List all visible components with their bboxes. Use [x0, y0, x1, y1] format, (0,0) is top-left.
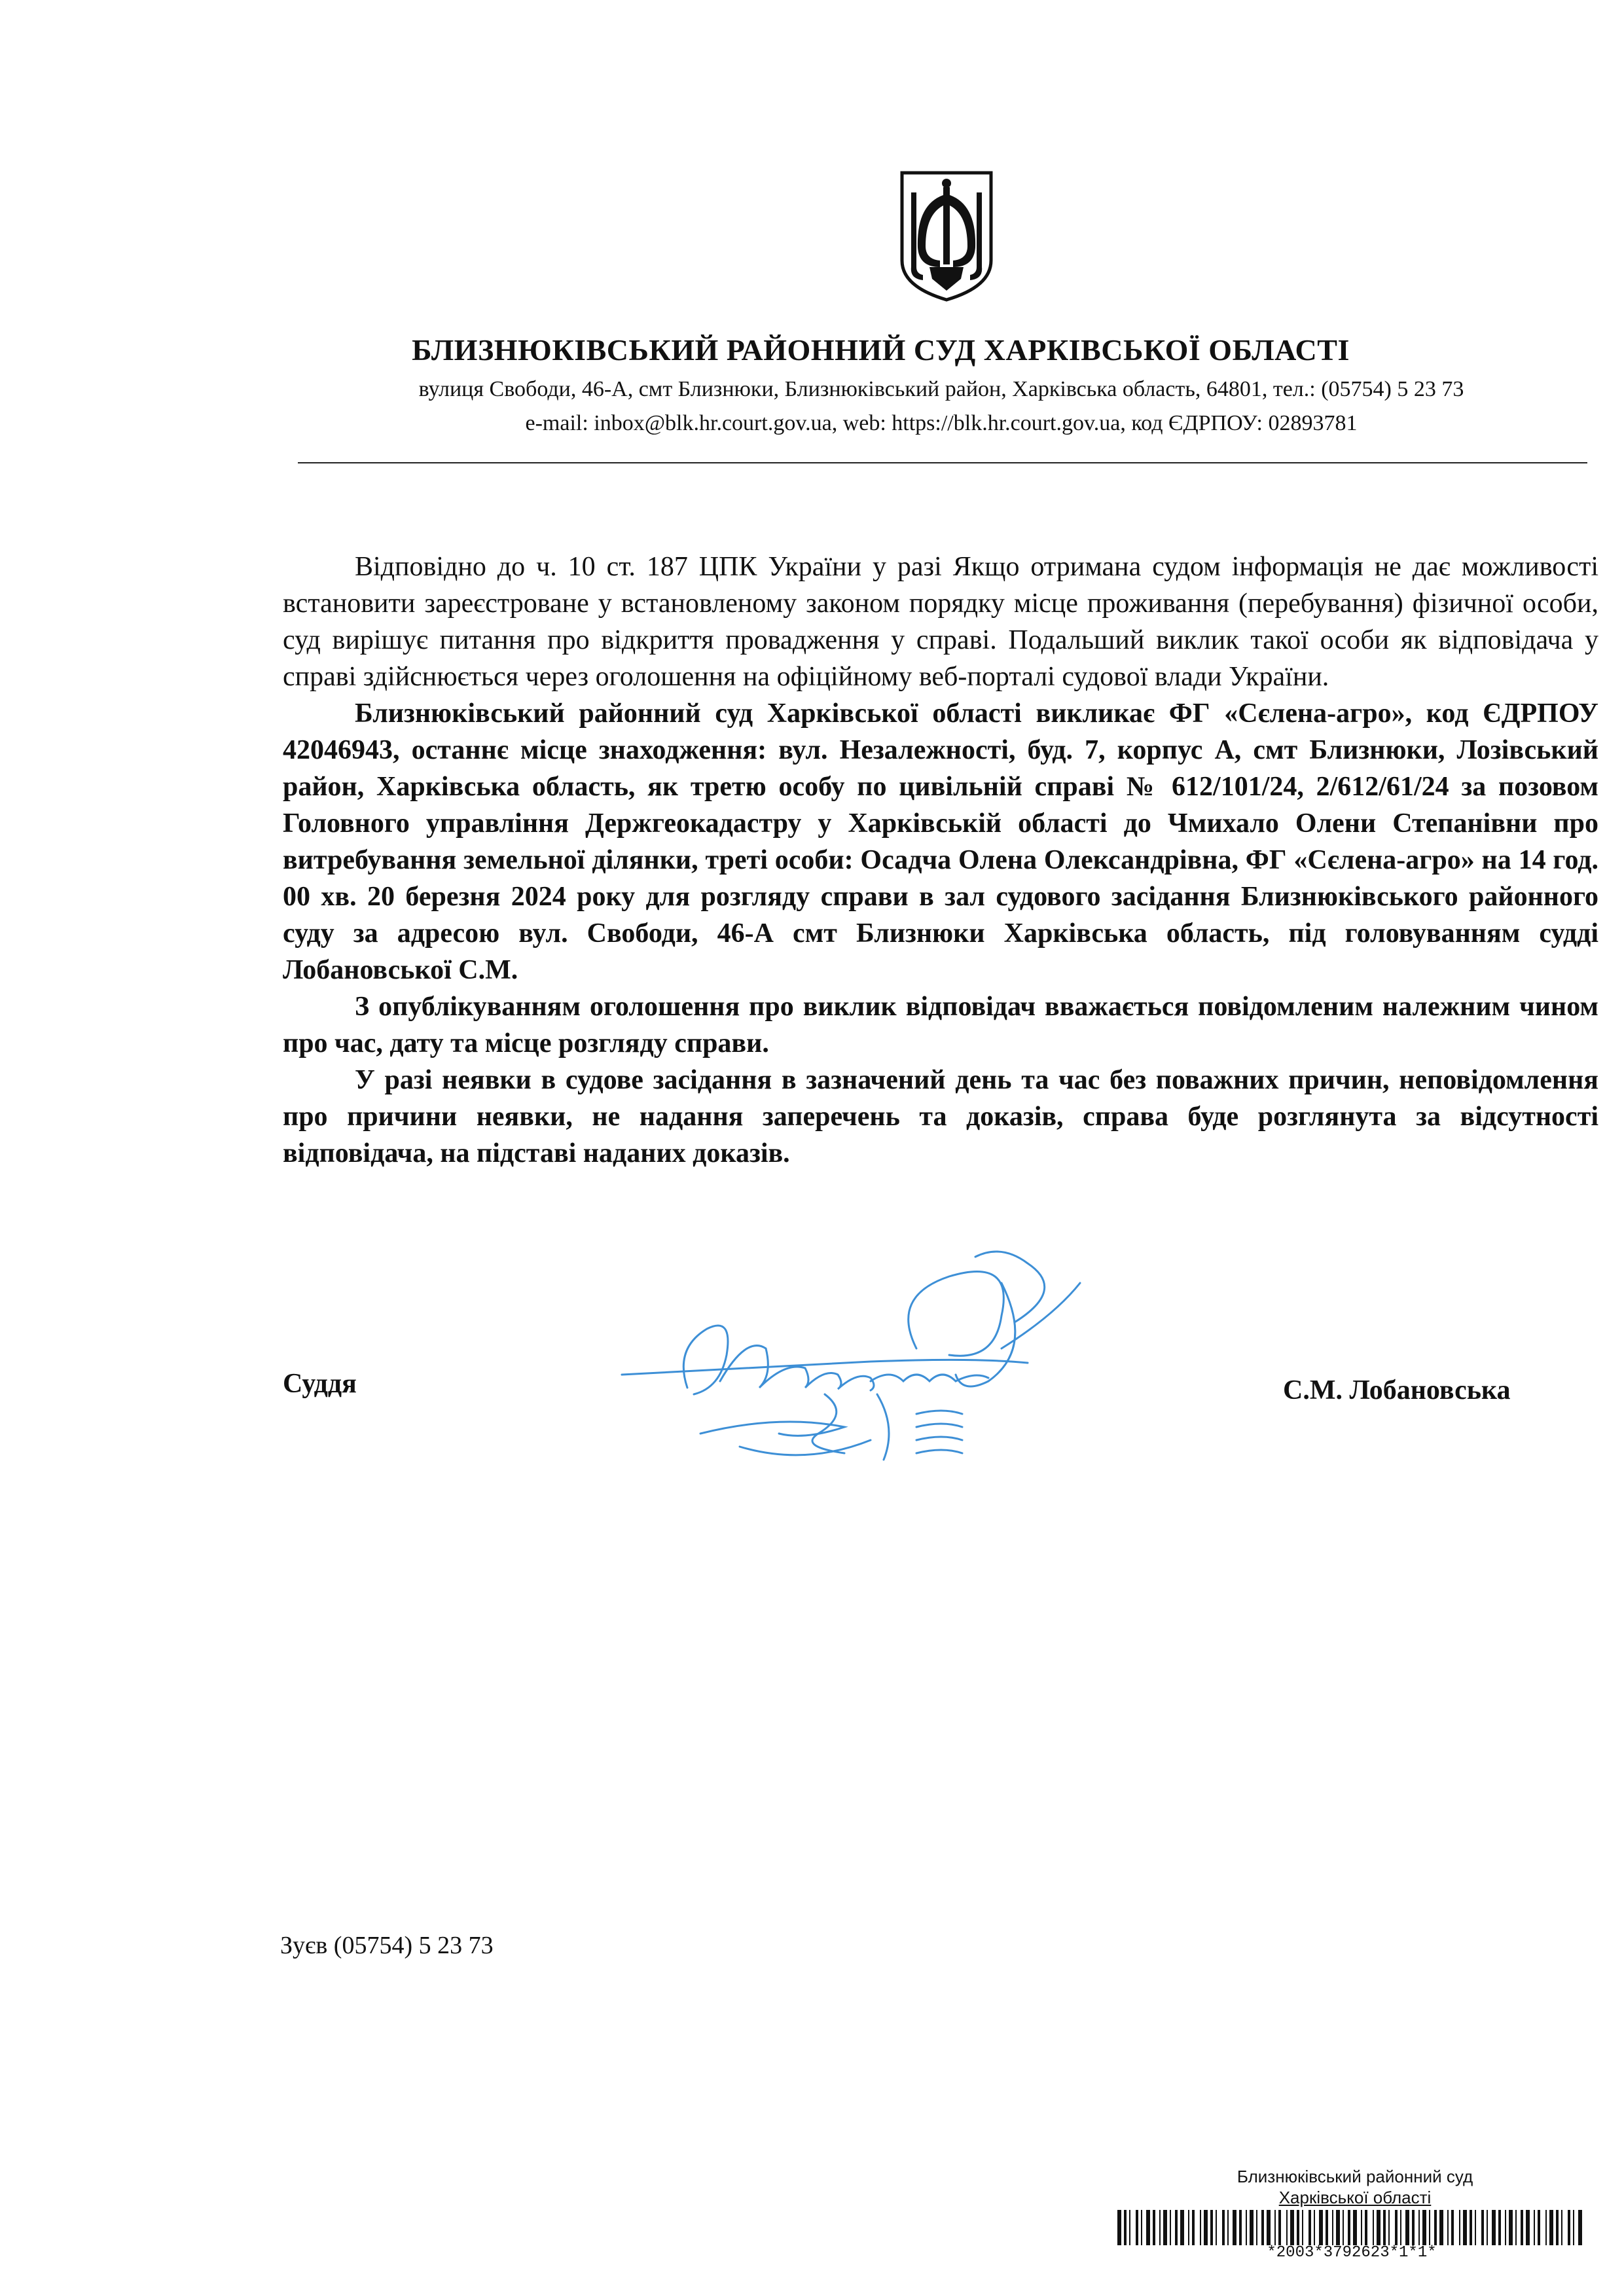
signature-label: Суддя [283, 1369, 357, 1399]
barcode-number: *2003*3792623*1*1* [1267, 2244, 1437, 2262]
paragraph-notification: З опублікуванням оголошення про виклик відповідач вважається повідомленим належним чином про час, дату та місце розгляду справи. [283, 992, 1598, 1058]
paragraph-summons: Близнюківський районний суд Харківської області викликає ФГ «Сєлена-агро», код ЄДРПОУ 42046943, останнє місце знаходження: вул. Незалежності, буд. 7, корпус А, смт Близнюки, Лозівський район, Харківська область, як третю особу по цивільній справі № 612/101/24, 2/612/61/24 за позовом Головного управління Держгеокадастру у Харківській області до Чмихало Олени Степанівни про витребування земельної ділянки, треті особи: Осадча Олена Олександрівна, ФГ «Сєлена-агро» на 14 год. 00 хв. 20 березня 2024 року для розгляду справи в зал судового засідання Близнюківського районного суду за адресою вул. Свободи, 46-А смт Близнюки Харківська область, під головуванням судді Лобановської С.М. [283, 698, 1598, 985]
paragraph-consequences: У разі неявки в судове засідання в зазначений день та час без поважних причин, неповідомлення про причини неявки, не надання заперечень та доказів, справа буде розглянута за відсутності відповідача, на підставі наданих доказів. [283, 1065, 1598, 1168]
court-address: вулиця Свободи, 46-А, смт Близнюки, Близнюківський район, Харківська область, 64801, тел.: (05754) 5 23 73 [418, 377, 1464, 401]
handwritten-signature [609, 1218, 1093, 1479]
header-divider [298, 462, 1587, 463]
court-name: БЛИЗНЮКІВСЬКИЙ РАЙОННИЙ СУД ХАРКІВСЬКОЇ ОБЛАСТІ [412, 333, 1350, 367]
court-contacts: e-mail: inbox@blk.hr.court.gov.ua, web: https://blk.hr.court.gov.ua, код ЄДРПОУ: 02893781 [525, 411, 1358, 435]
registry-stamp-court: Близнюківський районний суд [1236, 2167, 1473, 2186]
barcode [1116, 2210, 1587, 2245]
coat-of-arms-icon [897, 169, 996, 304]
paragraph-legal-basis: Відповідно до ч. 10 ст. 187 ЦПК України у разі Якщо отримана судом інформація не дає можливості встановити зареєстроване у встановленому законом порядку місце проживання (перебування) фізичної особи, суд вирішує питання про відкриття провадження у справі. Подальший виклик такої особи як відповідача у справі здійснюється через оголошення на офіційному веб-порталі судової влади України. [283, 552, 1598, 692]
judge-name: С.М. Лобановська [1283, 1375, 1511, 1405]
registry-stamp-region: Харківської області [1278, 2188, 1432, 2207]
executor-contact: Зуєв (05754) 5 23 73 [280, 1932, 494, 1959]
announcement-body [283, 549, 1598, 1172]
